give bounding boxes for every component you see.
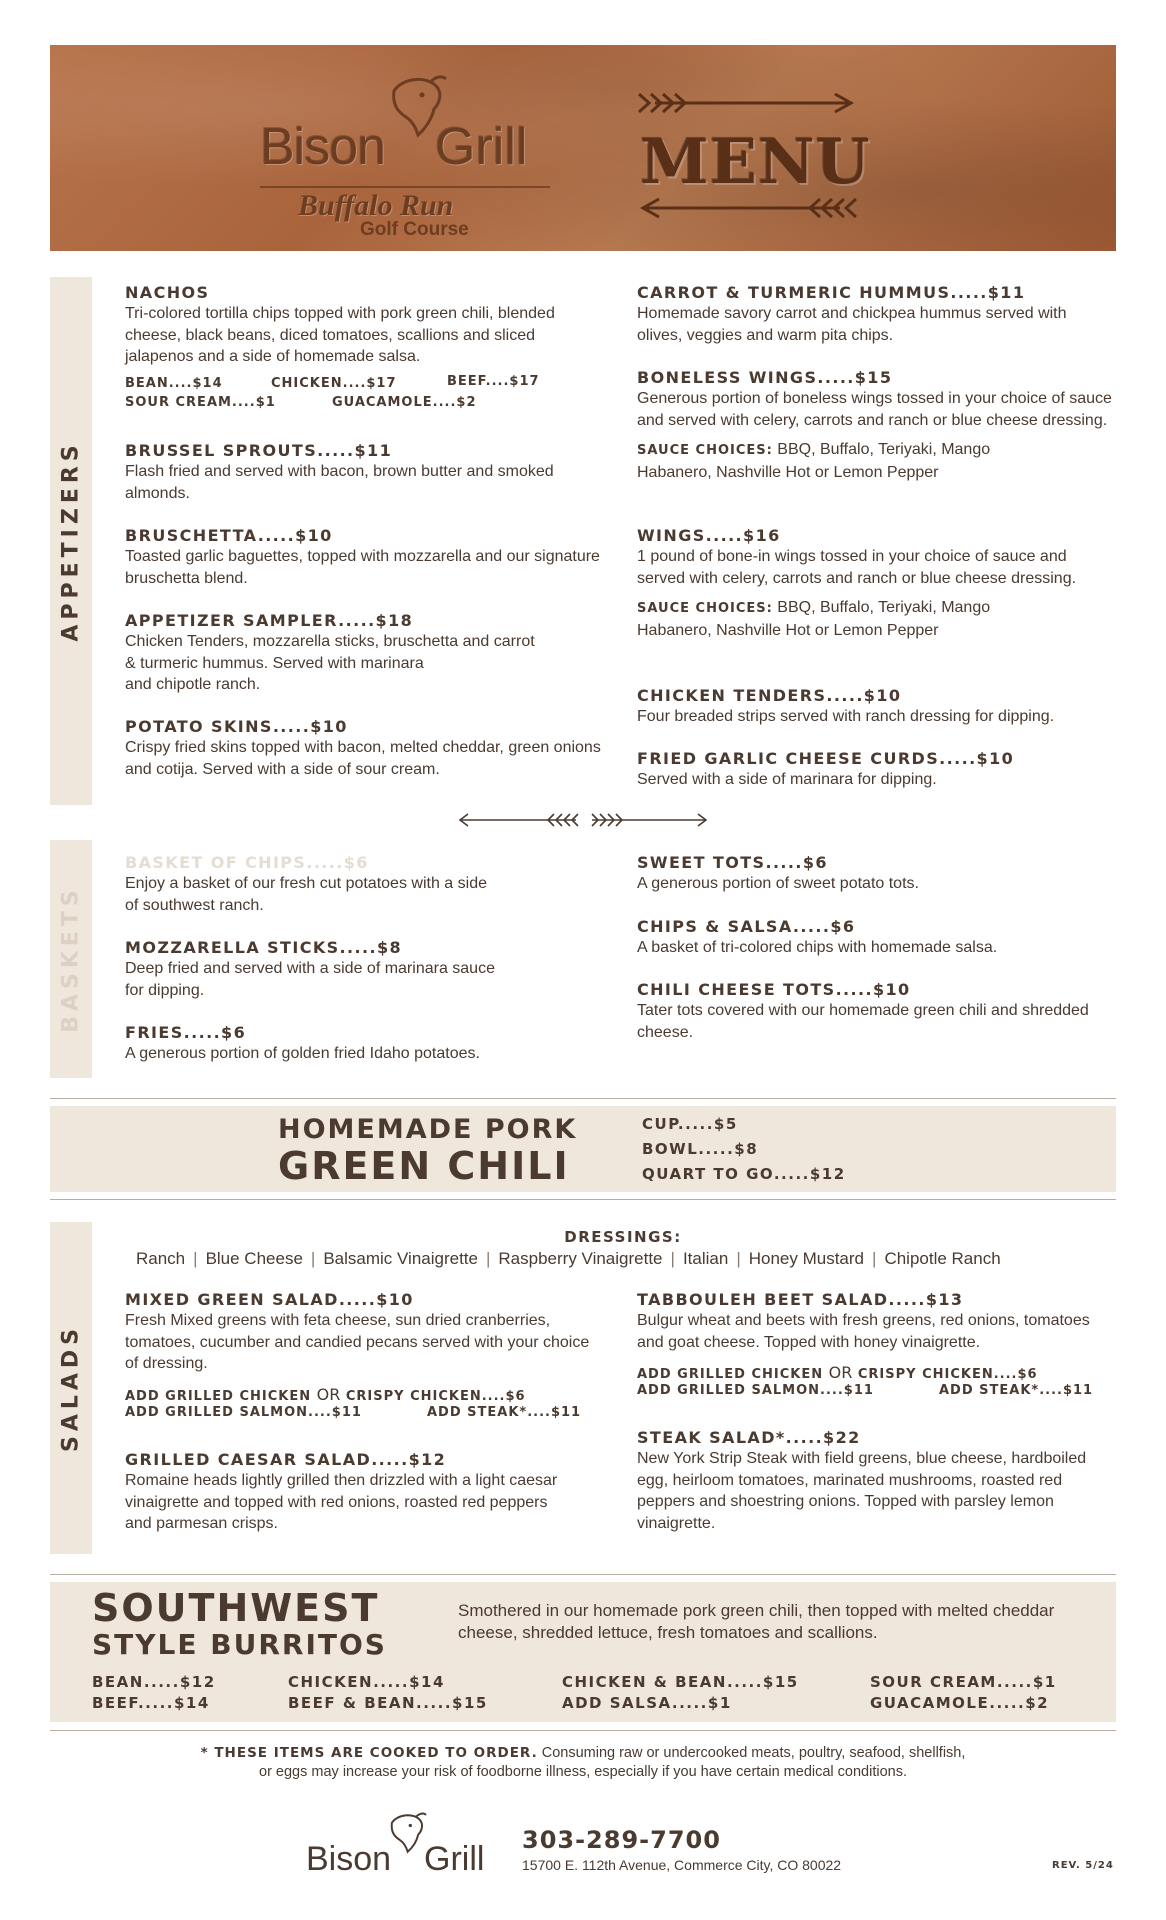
brussel-title: BRUSSEL SPROUTS.....$11 — [125, 441, 393, 460]
footer-logo-bison: Bison — [306, 1840, 392, 1878]
chips-salsa-title: CHIPS & SALSA.....$6 — [637, 917, 856, 936]
steak-salad-title: STEAK SALAD*.....$22 — [637, 1428, 861, 1447]
boneless-wings-desc: Generous portion of boneless wings tossed in your choice of sauce and served with celery, carrots and ranch or blue cheese dressing. — [637, 390, 1112, 429]
dressing-italian: Italian — [682, 1249, 729, 1268]
chili-tots-item — [637, 980, 1117, 1043]
caesar-title: GRILLED CAESAR SALAD.....$12 — [125, 1450, 447, 1469]
tabbouleh-crispy-chicken: CRISPY CHICKEN....$6 — [857, 1367, 1038, 1382]
nachos-chicken-price: CHICKEN....$17 — [271, 375, 397, 391]
chips-salsa-desc: A basket of tri-colored chips with homemade salsa. — [637, 939, 998, 956]
menu-title: MENU — [640, 125, 871, 198]
menu-header — [50, 45, 1116, 251]
salads-sidebar — [50, 1222, 92, 1554]
nachos-sour-cream-price: SOUR CREAM....$1 — [125, 394, 276, 410]
wings-sauce-label: SAUCE CHOICES: — [637, 601, 773, 616]
tabbouleh-desc: Bulgur wheat and beets with fresh greens, red onions, tomatoes and goat cheese. Topped with honey vinaigrette. — [637, 1312, 1090, 1351]
sampler-title: APPETIZER SAMPLER.....$18 — [125, 611, 414, 630]
notice-bold: * THESE ITEMS ARE COOKED TO ORDER. — [200, 1745, 538, 1761]
wings-sauce-choices — [637, 597, 1067, 641]
wings-title: WINGS.....$16 — [637, 526, 781, 545]
logo-grill-text: Grill — [435, 118, 528, 176]
notice-text-1: Consuming raw or undercooked meats, poultry, seafood, shellfish, — [537, 1745, 966, 1761]
tenders-desc: Four breaded strips served with ranch dressing for dipping. — [637, 708, 1055, 725]
chips-basket-title: BASKET OF CHIPS.....$6 — [125, 853, 369, 872]
revision-date: REV. 5/24 — [1052, 1860, 1114, 1871]
sweet-tots-item — [637, 853, 1117, 895]
green-chili-band — [50, 1106, 1116, 1192]
logo-bison-text: Bison — [260, 118, 386, 176]
chili-cup-price: CUP.....$5 — [642, 1115, 738, 1133]
chips-salsa-item — [637, 917, 1117, 959]
mixed-green-desc: Fresh Mixed greens with feta cheese, sun dried cranberries, tomatoes, cucumber and candied pecans served with your choice of dressing. — [125, 1312, 590, 1372]
logo-rule — [260, 186, 550, 188]
chips-basket-desc-1: Enjoy a basket of our fresh cut potatoes with a side — [125, 875, 487, 892]
mixed-green-item — [125, 1290, 605, 1423]
burritos-line-2: STYLE BURRITOS — [92, 1628, 387, 1661]
hummus-desc: Homemade savory carrot and chickpea hummus served with olives, veggies and warm pita chips. — [637, 305, 1067, 344]
tabbouleh-title: TABBOULEH BEET SALAD.....$13 — [637, 1290, 964, 1309]
footer-logo-grill: Grill — [424, 1840, 485, 1878]
appetizers-sidebar — [50, 277, 92, 805]
tenders-title: CHICKEN TENDERS.....$10 — [637, 686, 902, 705]
baskets-label: BASKETS — [58, 885, 84, 1033]
mixed-add-options — [125, 1385, 526, 1404]
nachos-title: NACHOS — [125, 283, 210, 302]
chips-basket-item — [125, 853, 605, 916]
burritos-desc: Smothered in our homemade pork green chili, then topped with melted cheddar cheese, shredded lettuce, fresh tomatoes and scallions. — [458, 1601, 1055, 1642]
logo-golf-course: Golf Course — [360, 219, 469, 240]
hummus-title: CARROT & TURMERIC HUMMUS.....$11 — [637, 283, 1026, 302]
notice-line-2: or eggs may increase your risk of foodborne illness, especially if you have certain medical conditions. — [259, 1764, 907, 1780]
tabbouleh-or: OR — [828, 1363, 853, 1382]
mozzarella-desc-1: Deep fried and served with a side of marinara sauce — [125, 960, 495, 977]
chili-quart-price: QUART TO GO.....$12 — [642, 1165, 846, 1183]
mixed-add-chicken: ADD GRILLED CHICKEN — [125, 1388, 312, 1404]
bruschetta-item — [125, 526, 605, 589]
mixed-or: OR — [316, 1384, 341, 1404]
burritos-top-rule — [50, 1574, 1116, 1575]
burrito-guacamole-price: GUACAMOLE.....$2 — [870, 1694, 1050, 1712]
burritos-bottom-rule — [50, 1730, 1116, 1731]
sweet-tots-title: SWEET TOTS.....$6 — [637, 853, 828, 872]
brussel-item — [125, 441, 595, 504]
burrito-sour-cream-price: SOUR CREAM.....$1 — [870, 1673, 1057, 1691]
burrito-bean-price: BEAN.....$12 — [92, 1673, 216, 1691]
address: 15700 E. 112th Avenue, Commerce City, CO 80022 — [522, 1857, 842, 1873]
sampler-desc-3: and chipotle ranch. — [125, 676, 261, 693]
mixed-salmon: ADD GRILLED SALMON....$11 — [125, 1404, 362, 1420]
burrito-chicken-bean-price: CHICKEN & BEAN.....$15 — [562, 1673, 799, 1691]
tabbouleh-add-options — [637, 1363, 1038, 1382]
chili-top-rule — [50, 1098, 1116, 1099]
logo-buffalo-run: Buffalo Run — [298, 189, 454, 222]
phone-number: 303-289-7700 — [522, 1826, 721, 1854]
chips-basket-desc-2: of southwest ranch. — [125, 896, 264, 914]
boneless-wings-item — [637, 368, 1117, 483]
caesar-desc: Romaine heads lightly grilled then drizzled with a light caesar vinaigrette and topped with red onions, roasted red peppers and parmesan crisps. — [125, 1472, 558, 1532]
curds-desc: Served with a side of marinara for dipping. — [637, 771, 937, 788]
bruschetta-title: BRUSCHETTA.....$10 — [125, 526, 333, 545]
footer-logo — [306, 1808, 516, 1888]
dressing-honey-mustard: Honey Mustard — [748, 1249, 865, 1268]
tabbouleh-item — [637, 1290, 1117, 1401]
notice-line-1 — [0, 1744, 1166, 1763]
burrito-add-salsa-price: ADD SALSA.....$1 — [562, 1694, 732, 1712]
appetizers-label: APPETIZERS — [58, 440, 84, 642]
bison-grill-logo — [260, 65, 560, 240]
sweet-tots-desc: A generous portion of sweet potato tots. — [637, 875, 919, 892]
dressing-chipotle-ranch: Chipotle Ranch — [884, 1249, 1001, 1268]
mixed-green-title: MIXED GREEN SALAD.....$10 — [125, 1290, 414, 1309]
mixed-crispy-chicken: CRISPY CHICKEN....$6 — [345, 1388, 526, 1404]
boneless-sauce-choices — [637, 439, 1067, 483]
steak-salad-item — [637, 1428, 1117, 1534]
tabbouleh-steak: ADD STEAK*....$11 — [939, 1383, 1094, 1398]
arrow-right-icon — [635, 90, 860, 116]
boneless-sauce-list: BBQ, Buffalo, Teriyaki, Mango Habanero, Nashville Hot or Lemon Pepper — [637, 441, 991, 481]
wings-desc: 1 pound of bone-in wings tossed in your choice of sauce and served with celery, carrots and ranch or blue cheese dressing. — [637, 548, 1077, 587]
nachos-guacamole-price: GUACAMOLE....$2 — [332, 394, 477, 410]
chili-tots-desc: Tater tots covered with our homemade green chili and shredded cheese. — [637, 1002, 1089, 1041]
food-safety-notice — [0, 1744, 1166, 1782]
chili-bottom-rule — [50, 1199, 1116, 1200]
boneless-wings-title: BONELESS WINGS.....$15 — [637, 368, 893, 387]
tabbouleh-salmon: ADD GRILLED SALMON....$11 — [637, 1383, 874, 1398]
nachos-desc: Tri-colored tortilla chips topped with pork green chili, blended cheese, black beans, diced tomatoes, scallions and sliced jalapenos and a side of homemade salsa. — [125, 305, 555, 365]
mozzarella-item — [125, 938, 605, 1001]
nachos-item — [125, 283, 605, 416]
brussel-desc: Flash fried and served with bacon, brown butter and smoked almonds. — [125, 463, 554, 502]
wings-sauce-list: BBQ, Buffalo, Teriyaki, Mango Habanero, Nashville Hot or Lemon Pepper — [637, 599, 991, 639]
mozzarella-desc-2: for dipping. — [125, 981, 205, 999]
caesar-item — [125, 1450, 605, 1535]
chili-line-1: HOMEMADE PORK — [278, 1114, 578, 1145]
dressings-list: Ranch | Blue Cheese | Balsamic Vinaigrette | Raspberry Vinaigrette | Italian | Honey Mustard | Chipotle Ranch — [136, 1249, 1001, 1268]
dressing-blue-cheese: Blue Cheese — [205, 1249, 303, 1268]
tenders-item — [637, 686, 1117, 728]
sampler-item — [125, 611, 605, 696]
potato-skins-title: POTATO SKINS.....$10 — [125, 717, 348, 736]
chili-tots-title: CHILI CHEESE TOTS.....$10 — [637, 980, 911, 999]
chili-prices — [642, 1112, 846, 1187]
arrow-left-icon — [635, 195, 860, 221]
dressing-ranch: Ranch — [136, 1249, 186, 1268]
burrito-beef-price: BEEF.....$14 — [92, 1694, 210, 1712]
curds-item — [637, 749, 1117, 791]
bruschetta-desc: Toasted garlic baguettes, topped with mozzarella and our signature bruschetta blend. — [125, 548, 600, 587]
burrito-beef-bean-price: BEEF & BEAN.....$15 — [288, 1694, 488, 1712]
hummus-item — [637, 283, 1117, 346]
potato-skins-item — [125, 717, 615, 780]
divider-arrows-icon — [458, 810, 708, 830]
baskets-sidebar — [50, 840, 92, 1078]
fries-item — [125, 1023, 605, 1065]
fries-desc: A generous portion of golden fried Idaho potatoes. — [125, 1045, 480, 1062]
burritos-line-1: SOUTHWEST — [92, 1586, 380, 1630]
sampler-desc-2: & turmeric hummus. Served with marinara — [125, 654, 424, 672]
tabbouleh-add-chicken: ADD GRILLED CHICKEN — [637, 1367, 824, 1382]
wings-item — [637, 526, 1117, 641]
boneless-sauce-label: SAUCE CHOICES: — [637, 443, 773, 458]
curds-title: FRIED GARLIC CHEESE CURDS.....$10 — [637, 749, 1015, 768]
potato-skins-desc: Crispy fried skins topped with bacon, melted cheddar, green onions and cotija. Served with a side of sour cream. — [125, 739, 601, 778]
fries-title: FRIES.....$6 — [125, 1023, 247, 1042]
dressings-heading: DRESSINGS: — [564, 1228, 682, 1246]
salads-label: SALADS — [58, 1323, 84, 1453]
burritos-band — [50, 1582, 1116, 1722]
mozzarella-title: MOZZARELLA STICKS.....$8 — [125, 938, 403, 957]
dressing-balsamic: Balsamic Vinaigrette — [323, 1249, 478, 1268]
chili-line-2: GREEN CHILI — [278, 1144, 570, 1188]
nachos-bean-price: BEAN....$14 — [125, 375, 223, 391]
chili-bowl-price: BOWL.....$8 — [642, 1140, 759, 1158]
dressing-raspberry: Raspberry Vinaigrette — [498, 1249, 663, 1268]
burrito-chicken-price: CHICKEN.....$14 — [288, 1673, 445, 1691]
steak-salad-desc: New York Strip Steak with field greens, blue cheese, hardboiled egg, heirloom tomatoes, marinated mushrooms, roasted red peppers and shoestring onions. Topped with parsley lemon vinaigrette. — [637, 1450, 1087, 1532]
nachos-beef-price: BEEF....$17 — [447, 373, 540, 389]
sampler-desc-1: Chicken Tenders, mozzarella sticks, bruschetta and carrot — [125, 633, 535, 650]
mixed-steak: ADD STEAK*....$11 — [427, 1404, 582, 1420]
